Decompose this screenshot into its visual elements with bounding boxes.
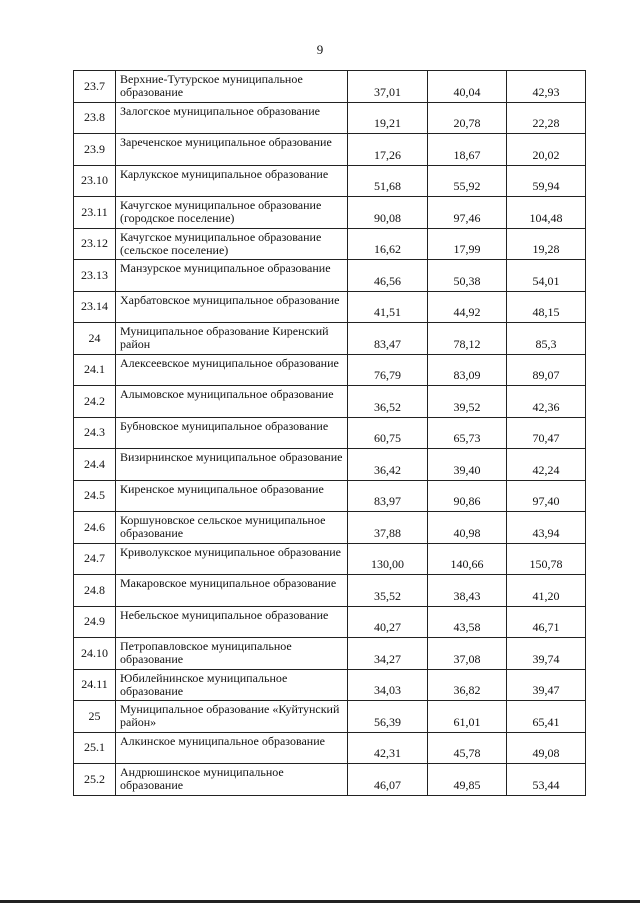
value-cell-3: 89,07 (507, 354, 586, 386)
value-cell-3: 42,93 (507, 71, 586, 103)
municipality-name-cell: Киренское муниципальное образование (116, 480, 348, 512)
row-number-cell: 23.7 (74, 71, 116, 103)
value-cell-3: 65,41 (507, 701, 586, 733)
value-cell-3: 59,94 (507, 165, 586, 197)
row-number-cell: 24.10 (74, 638, 116, 670)
municipality-name-cell: Муниципальное образование «Куйтунский район» (116, 701, 348, 733)
value-cell-1: 40,27 (348, 606, 428, 638)
value-cell-3: 85,3 (507, 323, 586, 355)
value-cell-3: 41,20 (507, 575, 586, 607)
table-row (74, 134, 586, 166)
municipality-name-cell: Карлукское муниципальное образование (116, 165, 348, 197)
value-cell-2: 90,86 (428, 480, 507, 512)
municipality-name-cell: Макаровское муниципальное образование (116, 575, 348, 607)
municipality-name-cell: Алексеевское муниципальное образование (116, 354, 348, 386)
table-row (74, 480, 586, 512)
value-cell-2: 39,40 (428, 449, 507, 481)
value-cell-1: 42,31 (348, 732, 428, 764)
row-number-cell: 24.1 (74, 354, 116, 386)
table-row (74, 260, 586, 292)
table-row (74, 638, 586, 670)
municipality-name-cell: Харбатовское муниципальное образование (116, 291, 348, 323)
value-cell-3: 19,28 (507, 228, 586, 260)
value-cell-3: 39,47 (507, 669, 586, 701)
value-cell-1: 17,26 (348, 134, 428, 166)
value-cell-2: 44,92 (428, 291, 507, 323)
scan-edge-line (0, 900, 640, 903)
row-number-cell: 24 (74, 323, 116, 355)
table-row (74, 354, 586, 386)
municipality-name-cell: Визирнинское муниципальное образование (116, 449, 348, 481)
data-table (73, 70, 586, 796)
table-row (74, 701, 586, 733)
table-row (74, 764, 586, 796)
table-row (74, 512, 586, 544)
value-cell-3: 48,15 (507, 291, 586, 323)
value-cell-2: 50,38 (428, 260, 507, 292)
municipality-name-cell: Юбилейнинское муниципальное образование (116, 669, 348, 701)
row-number-cell: 24.4 (74, 449, 116, 481)
value-cell-2: 18,67 (428, 134, 507, 166)
value-cell-2: 78,12 (428, 323, 507, 355)
table-row (74, 165, 586, 197)
value-cell-1: 34,27 (348, 638, 428, 670)
municipality-name-cell: Зареченское муниципальное образование (116, 134, 348, 166)
value-cell-1: 56,39 (348, 701, 428, 733)
value-cell-1: 19,21 (348, 102, 428, 134)
row-number-cell: 24.9 (74, 606, 116, 638)
value-cell-1: 83,47 (348, 323, 428, 355)
value-cell-1: 46,07 (348, 764, 428, 796)
value-cell-3: 104,48 (507, 197, 586, 229)
value-cell-2: 36,82 (428, 669, 507, 701)
table-body (74, 71, 586, 796)
value-cell-1: 51,68 (348, 165, 428, 197)
municipality-name-cell: Муниципальное образование Киренский район (116, 323, 348, 355)
municipality-name-cell: Коршуновское сельское муниципальное образование (116, 512, 348, 544)
row-number-cell: 24.5 (74, 480, 116, 512)
table-row (74, 71, 586, 103)
value-cell-1: 83,97 (348, 480, 428, 512)
row-number-cell: 23.13 (74, 260, 116, 292)
row-number-cell: 24.3 (74, 417, 116, 449)
row-number-cell: 23.11 (74, 197, 116, 229)
municipality-name-cell: Криволукское муниципальное образование (116, 543, 348, 575)
municipality-name-cell: Андрюшинское муниципальное образование (116, 764, 348, 796)
municipality-name-cell: Верхние-Тутурское муниципальное образование (116, 71, 348, 103)
row-number-cell: 23.9 (74, 134, 116, 166)
value-cell-2: 40,98 (428, 512, 507, 544)
municipality-name-cell: Залогское муниципальное образование (116, 102, 348, 134)
value-cell-3: 43,94 (507, 512, 586, 544)
value-cell-1: 37,01 (348, 71, 428, 103)
value-cell-1: 41,51 (348, 291, 428, 323)
value-cell-2: 38,43 (428, 575, 507, 607)
table-row (74, 386, 586, 418)
row-number-cell: 24.6 (74, 512, 116, 544)
value-cell-2: 49,85 (428, 764, 507, 796)
value-cell-2: 39,52 (428, 386, 507, 418)
table-row (74, 323, 586, 355)
value-cell-2: 65,73 (428, 417, 507, 449)
value-cell-2: 83,09 (428, 354, 507, 386)
table-row (74, 606, 586, 638)
municipality-name-cell: Качугское муниципальное образование (сельское поселение) (116, 228, 348, 260)
table-row (74, 575, 586, 607)
value-cell-1: 46,56 (348, 260, 428, 292)
value-cell-3: 53,44 (507, 764, 586, 796)
value-cell-3: 46,71 (507, 606, 586, 638)
row-number-cell: 25 (74, 701, 116, 733)
value-cell-1: 35,52 (348, 575, 428, 607)
value-cell-3: 150,78 (507, 543, 586, 575)
value-cell-1: 76,79 (348, 354, 428, 386)
value-cell-3: 54,01 (507, 260, 586, 292)
value-cell-1: 130,00 (348, 543, 428, 575)
row-number-cell: 24.8 (74, 575, 116, 607)
municipality-name-cell: Манзурское муниципальное образование (116, 260, 348, 292)
value-cell-1: 37,88 (348, 512, 428, 544)
row-number-cell: 24.11 (74, 669, 116, 701)
value-cell-2: 97,46 (428, 197, 507, 229)
value-cell-2: 55,92 (428, 165, 507, 197)
table-row (74, 543, 586, 575)
row-number-cell: 25.2 (74, 764, 116, 796)
table-row (74, 669, 586, 701)
value-cell-2: 61,01 (428, 701, 507, 733)
value-cell-3: 70,47 (507, 417, 586, 449)
row-number-cell: 24.2 (74, 386, 116, 418)
value-cell-2: 17,99 (428, 228, 507, 260)
value-cell-3: 42,36 (507, 386, 586, 418)
value-cell-2: 45,78 (428, 732, 507, 764)
row-number-cell: 24.7 (74, 543, 116, 575)
value-cell-3: 22,28 (507, 102, 586, 134)
municipality-name-cell: Алымовское муниципальное образование (116, 386, 348, 418)
value-cell-3: 20,02 (507, 134, 586, 166)
table-row (74, 417, 586, 449)
value-cell-3: 97,40 (507, 480, 586, 512)
value-cell-1: 60,75 (348, 417, 428, 449)
value-cell-2: 20,78 (428, 102, 507, 134)
row-number-cell: 23.12 (74, 228, 116, 260)
table-row (74, 102, 586, 134)
table-row (74, 449, 586, 481)
value-cell-1: 36,52 (348, 386, 428, 418)
value-cell-1: 90,08 (348, 197, 428, 229)
value-cell-2: 40,04 (428, 71, 507, 103)
value-cell-2: 140,66 (428, 543, 507, 575)
value-cell-1: 36,42 (348, 449, 428, 481)
municipality-name-cell: Алкинское муниципальное образование (116, 732, 348, 764)
value-cell-1: 34,03 (348, 669, 428, 701)
value-cell-3: 49,08 (507, 732, 586, 764)
municipality-name-cell: Качугское муниципальное образование (городское поселение) (116, 197, 348, 229)
row-number-cell: 23.8 (74, 102, 116, 134)
value-cell-3: 42,24 (507, 449, 586, 481)
value-cell-2: 43,58 (428, 606, 507, 638)
municipality-name-cell: Петропавловское муниципальное образование (116, 638, 348, 670)
table-row (74, 732, 586, 764)
value-cell-2: 37,08 (428, 638, 507, 670)
page-number: 9 (316, 42, 324, 57)
table-row (74, 197, 586, 229)
row-number-cell: 23.10 (74, 165, 116, 197)
row-number-cell: 25.1 (74, 732, 116, 764)
value-cell-3: 39,74 (507, 638, 586, 670)
table-row (74, 291, 586, 323)
municipality-name-cell: Бубновское муниципальное образование (116, 417, 348, 449)
table-row (74, 228, 586, 260)
municipality-name-cell: Небельское муниципальное образование (116, 606, 348, 638)
row-number-cell: 23.14 (74, 291, 116, 323)
value-cell-1: 16,62 (348, 228, 428, 260)
